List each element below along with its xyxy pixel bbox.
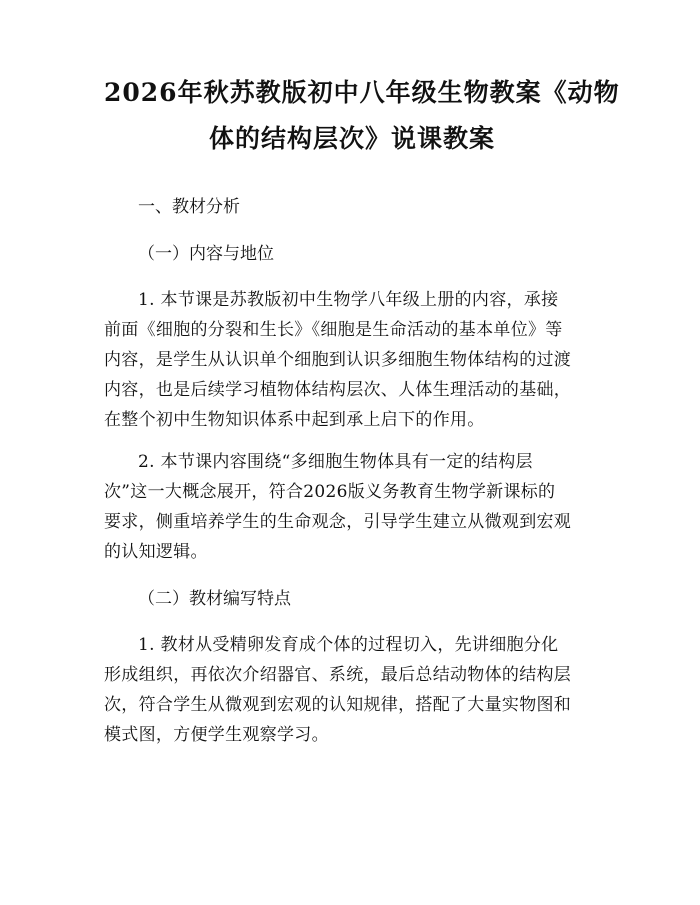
paragraph-line: 形成组织，再依次介绍器官、系统，最后总结动物体的结构层 — [104, 665, 572, 685]
document-title — [104, 70, 620, 162]
paragraph-content-position-1 — [104, 285, 600, 435]
paragraph-line: 2. 本节课内容围绕“多细胞生物体具有一定的结构层 — [138, 452, 533, 472]
title-line-1: 2026年秋苏教版初中八年级生物教案《动物 — [104, 78, 620, 107]
paragraph-line: 模式图，方便学生观察学习。 — [104, 725, 329, 745]
paragraph-line: 前面《细胞的分裂和生长》《细胞是生命活动的基本单位》等 — [104, 320, 563, 340]
subsection-heading-writing-features: （二）教材编写特点 — [138, 589, 291, 609]
paragraph-line: 1. 本节课是苏教版初中生物学八年级上册的内容，承接 — [138, 290, 559, 310]
paragraph-line: 次”这一大概念展开，符合2026版义务教育生物学新课标的 — [104, 482, 556, 502]
section-heading-textbook-analysis: 一、教材分析 — [138, 197, 240, 217]
paragraph-line: 的认知逻辑。 — [104, 542, 208, 562]
paragraph-content-position-2 — [104, 447, 600, 567]
title-line-2: 体的结构层次》说课教案 — [208, 124, 495, 153]
paragraph-line: 次，符合学生从微观到宏观的认知规律，搭配了大量实物图和 — [104, 695, 572, 715]
paragraph-line: 在整个初中生物知识体系中起到承上启下的作用。 — [104, 410, 485, 430]
paragraph-line: 内容，是学生从认识单个细胞到认识多细胞生物体结构的过渡 — [104, 350, 572, 370]
paragraph-writing-features-1 — [104, 630, 600, 750]
paragraph-line: 1. 教材从受精卵发育成个体的过程切入，先讲细胞分化 — [138, 635, 559, 655]
subsection-heading-content-position: （一）内容与地位 — [138, 244, 274, 264]
paragraph-line: 要求，侧重培养学生的生命观念，引导学生建立从微观到宏观 — [104, 512, 572, 532]
paragraph-line: 内容，也是后续学习植物体结构层次、人体生理活动的基础， — [104, 380, 572, 400]
